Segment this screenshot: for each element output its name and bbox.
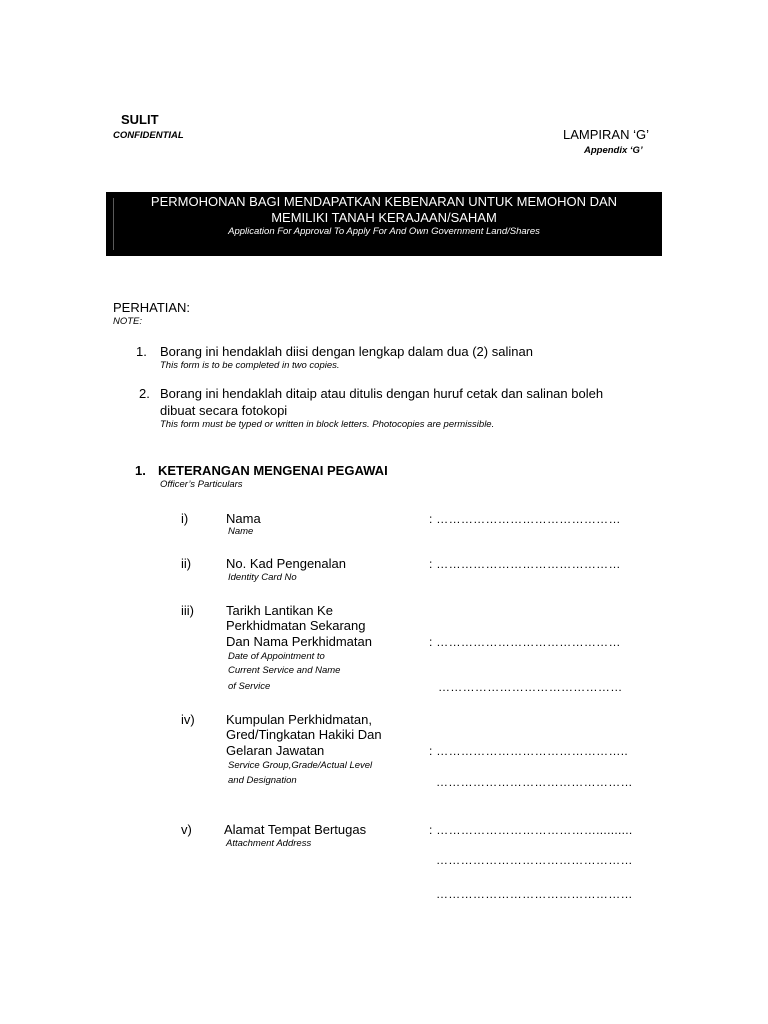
field-label-appointment: Dan Nama Perkhidmatan (226, 634, 372, 649)
banner-title-line1: PERMOHONAN BAGI MENDAPATKAN KEBENARAN UNTUK MEMOHON DAN (150, 194, 618, 209)
appendix-label: Appendix ‘G’ (584, 145, 643, 156)
field-label-en: Current Service and Name (228, 665, 341, 676)
section-title: KETERANGAN MENGENAI PEGAWAI (158, 463, 388, 478)
section-number: 1. (135, 463, 146, 478)
note-item-number: 2. (139, 386, 150, 401)
note-label-en: NOTE: (113, 316, 143, 327)
note-item-text: dibuat secara fotokopi (160, 403, 288, 418)
field-number: iii) (181, 603, 194, 618)
banner-subtitle: Application For Approval To Apply For And Own Government Land/Shares (228, 226, 540, 237)
title-banner (106, 192, 662, 256)
confidential-label: CONFIDENTIAL (113, 130, 184, 141)
section-title-en: Officer’s Particulars (160, 479, 243, 490)
field-label-en: Attachment Address (226, 838, 312, 849)
address-entry-line[interactable]: : ………………………………….......... (429, 823, 633, 837)
field-label-en: Service Group,Grade/Actual Level (228, 760, 373, 771)
ic-entry-line[interactable]: : ……………………………………… (429, 557, 621, 571)
name-entry-line[interactable]: : ……………………………………… (429, 512, 621, 526)
sulit-label: SULIT (121, 112, 159, 127)
field-label-name: Nama (226, 511, 261, 526)
field-number: v) (181, 822, 192, 837)
field-label-en: Date of Appointment to (228, 651, 325, 662)
address-entry-line[interactable]: ………………………………………… (436, 853, 633, 867)
banner-title-line2: MEMILIKI TANAH KERAJAAN/SAHAM (271, 210, 497, 225)
field-label-en: of Service (228, 681, 271, 692)
note-item-text-en: This form is to be completed in two copies. (160, 360, 340, 371)
field-number: ii) (181, 556, 192, 571)
note-item-text-en: This form must be typed or written in block letters. Photocopies are permissible. (160, 419, 495, 430)
note-item-text: Borang ini hendaklah diisi dengan lengkap dalam dua (2) salinan (160, 344, 533, 359)
field-label-en: Name (228, 526, 254, 537)
address-entry-line[interactable]: ………………………………………… (436, 887, 633, 901)
note-item-text: Borang ini hendaklah ditaip atau ditulis dengan huruf cetak dan salinan boleh (160, 386, 604, 401)
field-label-appointment: Tarikh Lantikan Ke (226, 603, 333, 618)
field-number: iv) (181, 712, 195, 727)
field-label-ic: No. Kad Pengenalan (226, 556, 346, 571)
appointment-entry-line[interactable]: : ……………………………………… (429, 635, 621, 649)
service-group-entry-line[interactable]: ………………………………………… (436, 775, 633, 789)
field-label-service-group: Gelaran Jawatan (226, 743, 325, 758)
field-number: i) (181, 511, 189, 526)
appointment-entry-line[interactable]: ……………………………………… (438, 680, 623, 694)
lampiran-label: LAMPIRAN ‘G’ (563, 127, 649, 142)
field-label-en: Identity Card No (228, 572, 297, 583)
field-label-en: and Designation (228, 775, 297, 786)
field-label-service-group: Kumpulan Perkhidmatan, (226, 712, 372, 727)
field-label-appointment: Perkhidmatan Sekarang (226, 618, 366, 633)
note-item-number: 1. (136, 344, 147, 359)
service-group-entry-line[interactable]: : ……………………………………….. (429, 744, 629, 758)
field-label-service-group: Gred/Tingkatan Hakiki Dan (226, 727, 382, 742)
note-label: PERHATIAN: (113, 300, 191, 315)
field-label-address: Alamat Tempat Bertugas (224, 822, 367, 837)
